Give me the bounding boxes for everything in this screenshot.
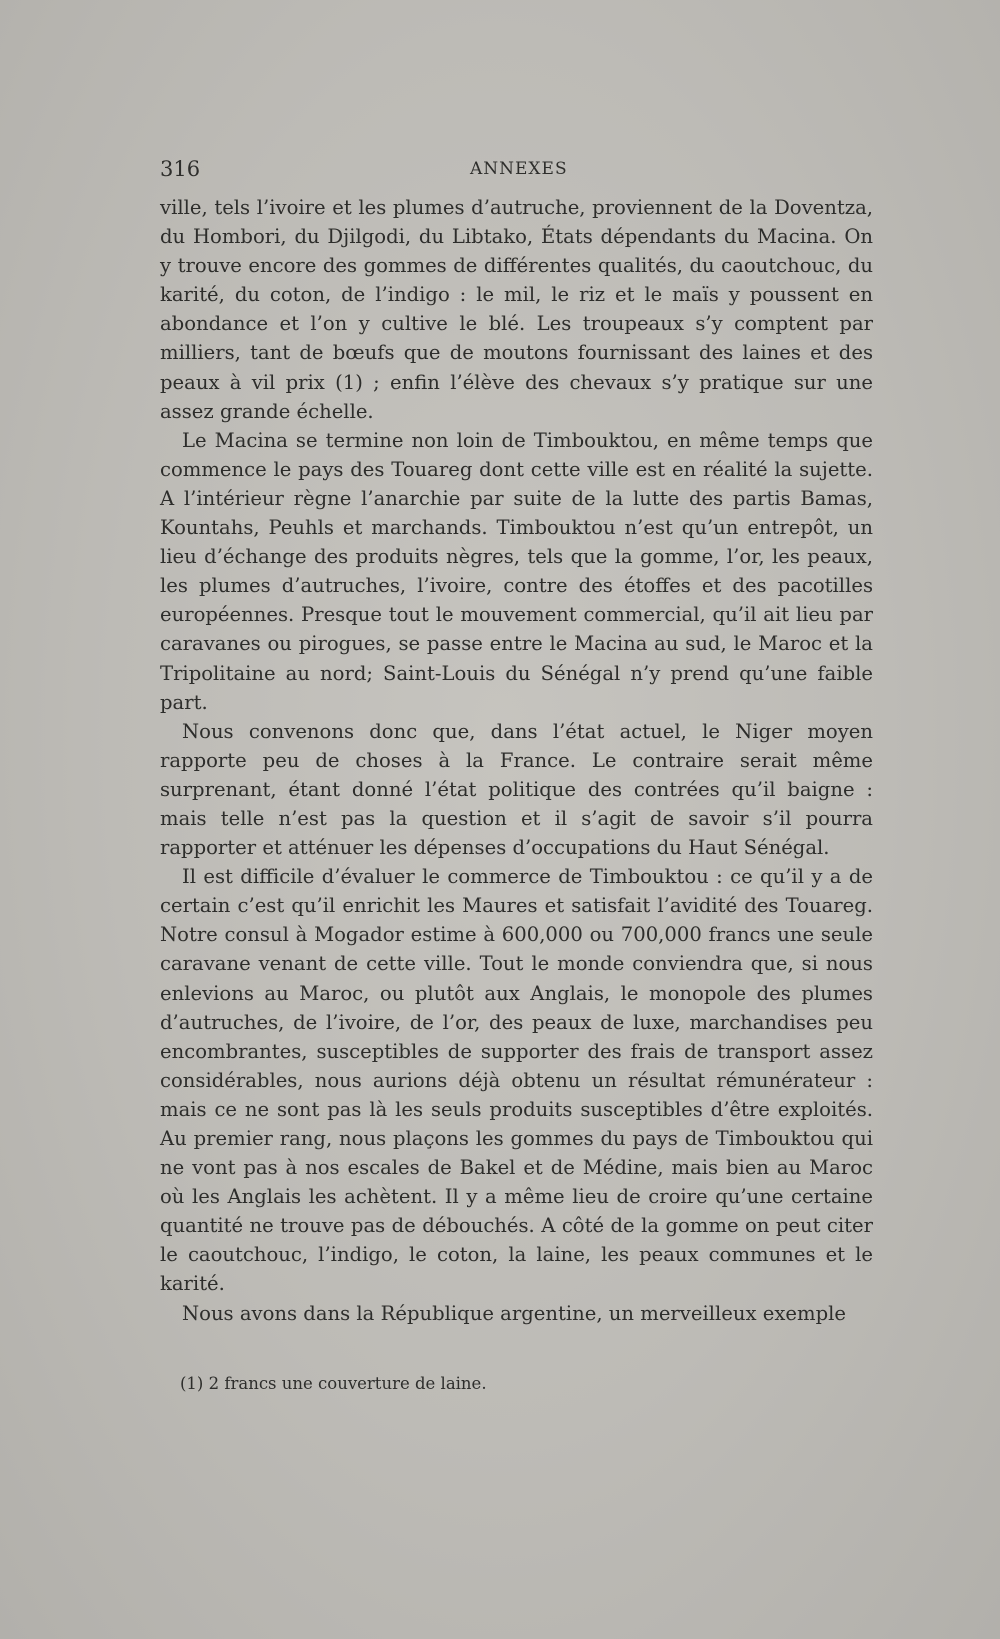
paragraph: ville, tels l’ivoire et les plumes d’autruche, proviennent de la Doventza, du Hombori, du Djilgodi, du Libtako, États dépendants du Macina. On y trouve encore des gommes de différentes qualités, du caoutchouc, du karité, du coton, de l’indigo : le mil, le riz et le maïs y poussent en abondance et l’on y cultive le blé. Les troupeaux s’y comptent par milliers, tant de bœufs que de moutons fournissant des laines et des peaux à vil prix (1) ; enfin l’élève des chevaux s’y pratique sur une assez grande échelle. [160, 196, 873, 423]
body-text [160, 193, 873, 1328]
paragraph: Il est difficile d’évaluer le commerce de Timbouktou : ce qu’il y a de certain c’est qu’il enrichit les Maures et satisfait l’avidité des Touareg. Notre consul à Mogador estime à 600,000 ou 700,000 francs une seule caravane venant de cette ville. Tout le monde conviendra que, si nous enlevions au Maroc, ou plutôt aux Anglais, le monopole des plumes d’autruches, de l’ivoire, de l’or, des peaux de luxe, marchandises peu encombrantes, susceptibles de supporter des frais de transport assez considérables, nous aurions déjà obtenu un résultat rémunérateur : mais ce ne sont pas là les seuls produits susceptibles d’être exploités. Au premier rang, nous plaçons les gommes du pays de Timbouktou qui ne vont pas à nos escales de Bakel et de Médine, mais bien au Maroc où les Anglais les achètent. Il y a même lieu de croire qu’une certaine quantité ne trouve pas de débouchés. A côté de la gomme on peut citer le caoutchouc, l’indigo, le coton, la laine, les peaux communes et le karité. [160, 865, 873, 1296]
footnote: (1) 2 francs une couverture de laine. [180, 1374, 487, 1393]
paragraph: Le Macina se termine non loin de Timbouktou, en même temps que commence le pays des Touareg dont cette ville est en réalité la sujette. A l’intérieur règne l’anarchie par suite de la lutte des partis Bamas, Kountahs, Peuhls et marchands. Timbouktou n’est qu’un entrepôt, un lieu d’échange des produits nègres, tels que la gomme, l’or, les peaux, les plumes d’autruches, l’ivoire, contre des étoffes et des pacotilles européennes. Presque tout le mouvement commercial, qu’il ait lieu par caravanes ou pirogues, se passe entre le Macina au sud, le Maroc et la Tripolitaine au nord; Saint-Louis du Sénégal n’y prend qu’une faible part. [160, 428, 873, 714]
paragraph: Nous avons dans la République argentine, un merveilleux exemple [182, 1301, 846, 1325]
paragraph: Nous convenons donc que, dans l’état actuel, le Niger moyen rapporte peu de choses à la France. Le contraire serait même surprenant, étant donné l’état politique des contrées qu’il baigne : mais telle n’est pas la question et il s’agit de savoir s’il pourra rapporter et atténuer les dépenses d’occupations du Haut Sénégal. [160, 719, 873, 860]
page-number: 316 [160, 157, 201, 181]
page-header [160, 157, 873, 187]
running-head: ANNEXES [470, 159, 568, 179]
